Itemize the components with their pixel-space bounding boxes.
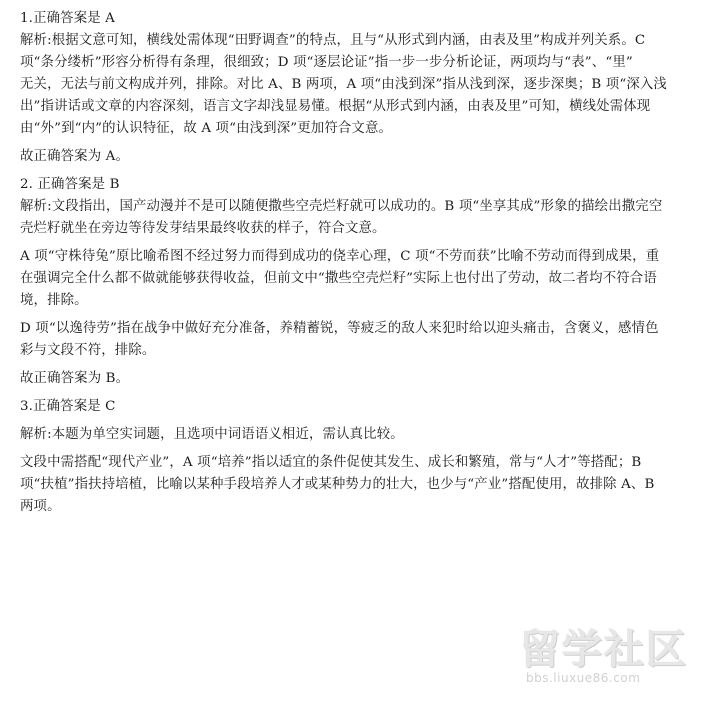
answer-document [20, 8, 700, 518]
answer-3-analysis-line: 解析:本题为单空实词题，且选项中词语语义相近，需认真比较。 [20, 427, 404, 442]
answer-2-option-a-c-line: A 项“守株待兔”原比喻希图不经过努力而得到成功的侥幸心理，C 项“不劳而获”比喻不劳动而得到成果，重 [20, 249, 660, 264]
answer-2-option-a-c-line: 在强调完全什么都不做就能够获得收益，但前文中“撒些空壳烂籽”实际上也付出了劳动，故二者均不符合语 [20, 271, 657, 286]
answer-3-detail-line: 文段中需搭配“现代产业”，A 项“培养”指以适宜的条件促使其发生、成长和繁殖，常与“人才”等搭配；B [20, 455, 642, 470]
answer-2-option-d-line: D 项“以逸待劳”指在战争中做好充分准备，养精蓄锐，等疲乏的敌人来犯时给以迎头痛击，含褒义，感情色 [20, 321, 659, 336]
answer-3-heading: 3.正确答案是 C [20, 399, 116, 414]
answer-2-option-a-c-line: 境，排除。 [20, 293, 88, 308]
answer-3-detail-line: 两项。 [20, 499, 61, 514]
answer-1-analysis-line: 由“外”到“内”的认识特征，故 A 项“由浅到深”更加符合文意。 [20, 121, 393, 136]
answer-2-analysis-line: 壳烂籽就坐在旁边等待发芽结果最终收获的样子，符合文意。 [20, 221, 386, 236]
watermark-url: bbs.liuxue86.com [526, 671, 641, 685]
answer-3-detail-line: 项“扶植”指扶持培植，比喻以某种手段培养人才或某种势力的壮大，也少与“产业”搭配使用，故排除 A、B [20, 477, 655, 492]
answer-1-analysis-line: 无关，无法与前文构成并列，排除。对比 A、B 两项，A 项“由浅到深”指从浅到深，逐步深奥；B 项“深入浅 [20, 77, 667, 92]
answer-1-analysis-line: 出”指讲话或文章的内容深刻，语言文字却浅显易懂。根据“从形式到内涵，由表及里”可知，横线处需体现 [20, 99, 651, 114]
answer-1-conclusion: 故正确答案为 A。 [20, 149, 130, 164]
answer-2-option-d-line: 彩与文段不符，排除。 [20, 343, 156, 358]
answer-1-heading: 1.正确答案是 A [20, 11, 116, 26]
site-watermark [520, 627, 690, 697]
answer-1-analysis-line: 解析:根据文意可知，横线处需体现“田野调查”的特点，且与“从形式到内涵，由表及里”构成并列关系。C [20, 33, 646, 48]
watermark-logo-text: 留学社区 [520, 627, 688, 673]
answer-1-analysis-line: 项“条分缕析”形容分析得有条理，很细致；D 项“逐层论证”指一步一步分析论证，两项均与“表”、“里” [20, 55, 633, 70]
answer-2-heading: 2. 正确答案是 B [20, 177, 120, 192]
answer-2-analysis-line: 解析:文段指出，国产动漫并不是可以随便撒些空壳烂籽就可以成功的。B 项“坐享其成”形象的描绘出撒完空 [20, 199, 663, 214]
answer-2-conclusion: 故正确答案为 B。 [20, 371, 130, 386]
